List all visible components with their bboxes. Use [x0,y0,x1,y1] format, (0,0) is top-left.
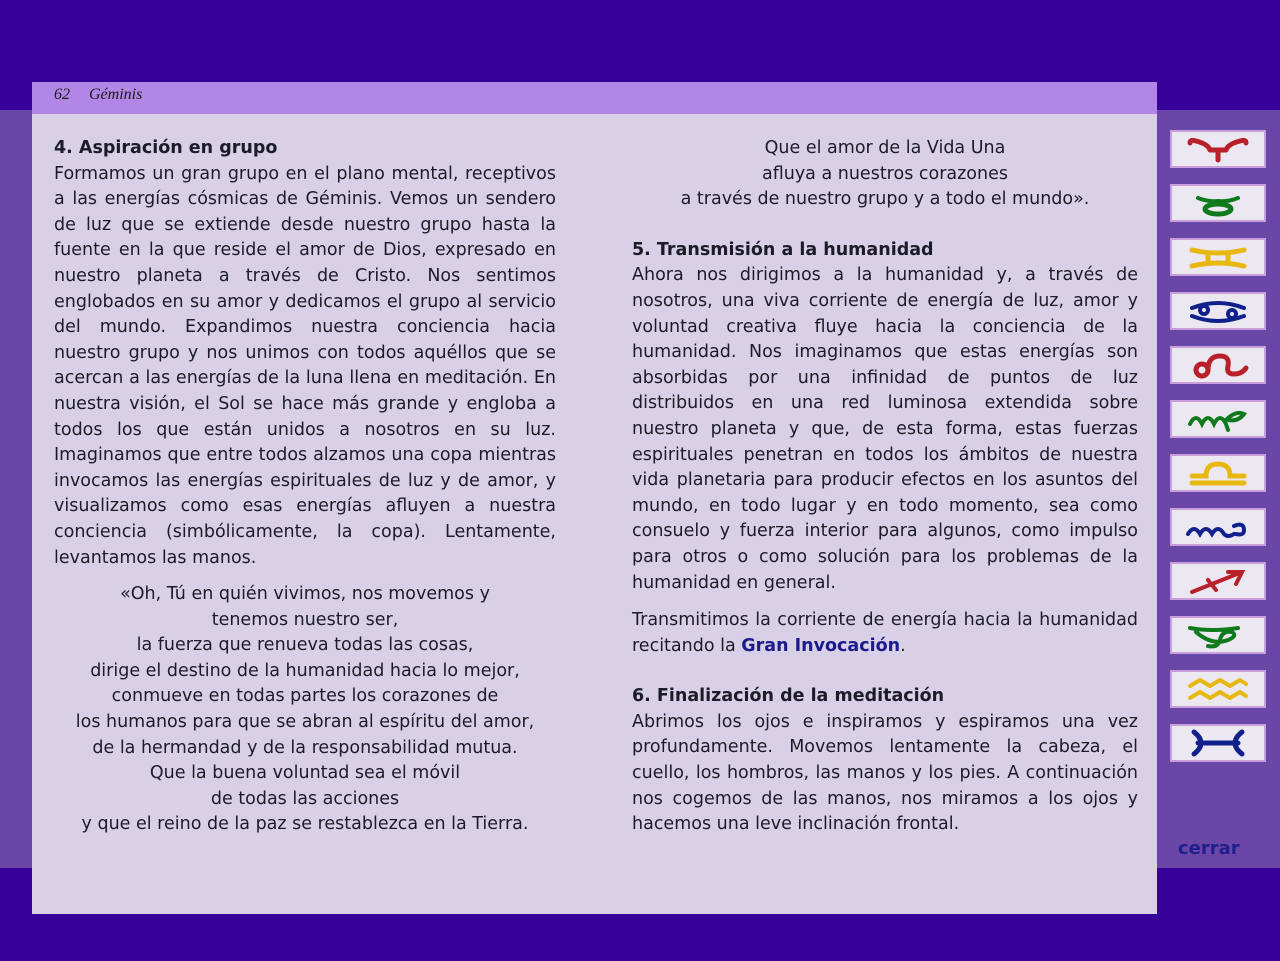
poem-line: conmueve en todas partes los corazones de [111,686,499,707]
aries-icon [1172,132,1264,166]
poem-line: Que la buena voluntad sea el móvil [149,763,461,784]
poem-line: Que el amor de la Vida Una [764,138,1006,158]
leo-icon [1172,348,1264,382]
zodiac-button-pisces[interactable] [1170,724,1266,762]
zodiac-button-leo[interactable] [1170,346,1266,384]
zodiac-button-libra[interactable] [1170,454,1266,492]
zodiac-button-taurus[interactable] [1170,184,1266,222]
gran-invocacion-link[interactable]: Gran Invocación [741,635,901,656]
page-number: 62 [54,86,70,103]
libra-icon [1172,456,1264,490]
invocation-poem [54,582,556,838]
scorpio-icon [1172,510,1264,544]
right-column [632,136,1138,838]
poem-line: los humanos para que se abran al espíritu del amor, [75,712,535,733]
page-header [32,82,1157,114]
section-4-paragraph: Formamos un gran grupo en el plano mental, receptivos a las energías cósmicas de Géminis. Vemos un sendero de luz que se extiende desde nuestro grupo hasta la fuente en la que reside el amor de Dios, expresado en nuestro planeta a través de Cristo. Nos sentimos englobados en su amor y dedicamos el grupo al servicio del mundo. Expandimos nuestra conciencia hacia nuestro grupo y nos unimos con todos aquéllos que se acercan a las energías de la luna llena en meditación. En nuestra visión, el Sol se hace más grande y engloba a todos los que están unidos a nosotros en su luz. Imaginamos que entre todos alzamos una copa mientras invocamos las energías espirituales de luz y de amor, y visualizamos como esas energías afluyen a nuestra conciencia (simbólicamente, la copa). Lentamente, levantamos las manos. [54,163,556,568]
section-5-heading: 5. Transmisión a la humanidad [632,239,934,260]
pisces-icon [1172,726,1264,760]
section-title: Géminis [89,86,143,103]
poem-line: la fuerza que renueva todas las cosas, [136,635,474,656]
gemini-icon [1172,240,1264,274]
taurus-icon [1172,186,1264,220]
cancer-icon [1172,294,1264,328]
left-column [54,136,556,838]
capricorn-icon [1172,618,1264,652]
transmit-paragraph [632,608,1138,659]
zodiac-button-gemini[interactable] [1170,238,1266,276]
zodiac-button-aries[interactable] [1170,130,1266,168]
transmit-end: . [900,635,906,656]
zodiac-button-cancer[interactable] [1170,292,1266,330]
transmit-text: Transmitimos la corriente de energía hacia la humanidad recitando la [632,610,1138,656]
close-button[interactable]: cerrar [1178,838,1240,859]
zodiac-button-scorpio[interactable] [1170,508,1266,546]
zodiac-button-aquarius[interactable] [1170,670,1266,708]
virgo-icon [1172,402,1264,436]
aquarius-icon [1172,672,1264,706]
zodiac-button-sagittarius[interactable] [1170,562,1266,600]
book-page [32,82,1157,914]
section-4-heading: 4. Aspiración en grupo [54,138,278,158]
zodiac-button-virgo[interactable] [1170,400,1266,438]
poem-line: de todas las acciones [210,788,400,809]
invocation-continued [632,136,1138,213]
poem-line: de la hermandad y de la responsabilidad mutua. [92,737,518,758]
poem-line: dirige el destino de la humanidad hacia lo mejor, [90,660,520,681]
poem-line: y que el reino de la paz se restablezca en la Tierra. [81,814,529,835]
poem-line: a través de nuestro grupo y a todo el mundo». [680,189,1090,210]
section-6-heading: 6. Finalización de la meditación [632,686,945,707]
section-6-paragraph: Abrimos los ojos e inspiramos y espiramos una vez profundamente. Movemos lentamente la cabeza, el cuello, los hombros, las manos y los pies. A continuación nos cogemos de las manos, nos miramos a los ojos y hacemos una leve inclinación frontal. [632,711,1138,835]
poem-line: tenemos nuestro ser, [211,609,399,630]
poem-line: afluya a nuestros corazones [761,163,1008,184]
zodiac-button-capricorn[interactable] [1170,616,1266,654]
section-5-paragraph: Ahora nos dirigimos a la humanidad y, a través de nosotros, una viva corriente de energía de luz, amor y voluntad creativa fluye hacia la conciencia de la humanidad. Nos imaginamos que estas energías son absorbidas por una infinidad de puntos de luz distribuidos en una red luminosa extendida sobre nuestro planeta y que, de esta forma, estas fuerzas espirituales penetran en todos los ámbitos de nuestra vida planetaria para producir efectos en los asuntos del mundo, en todo lugar y en todo momento, sea como consuelo y fuerza interior para algunos, como impulso para otros o como solución para los problemas de la humanidad en general. [632,265,1138,593]
sagittarius-icon [1172,564,1264,598]
poem-line: «Oh, Tú en quién vivimos, nos movemos y [120,584,490,605]
